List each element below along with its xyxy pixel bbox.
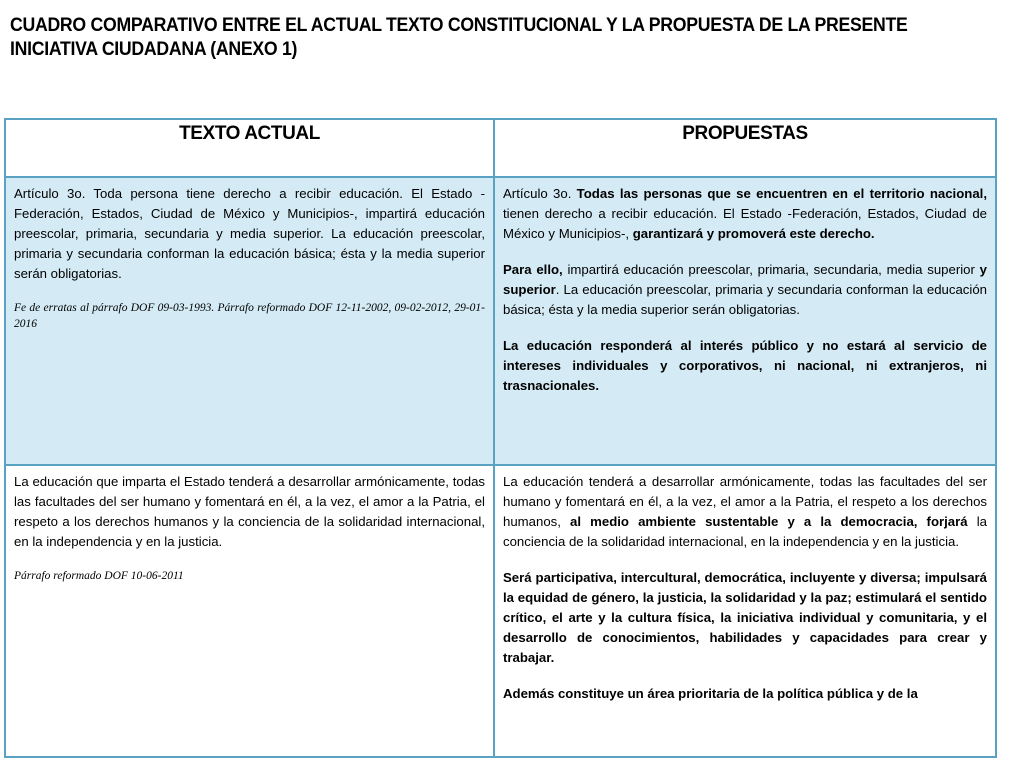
table-row [6, 178, 995, 466]
proposal-cell [495, 178, 995, 464]
proposal-bold-text: y superior [503, 262, 987, 297]
proposal-text: impartirá educación preescolar, primaria, secundaria, media superior [562, 262, 980, 277]
proposal-bold-text: al medio ambiente sustentable y a la democracia, forjará [570, 514, 968, 529]
proposal-text: Artículo 3o. [503, 186, 577, 201]
proposal-bold-text: garantizará y promoverá este derecho. [632, 226, 875, 241]
proposal-paragraph: La educación responderá al interés público y no estará al servicio de intereses individuales y corporativos, ni nacional, ni extranjeros, ni trasnacionales. [503, 338, 987, 393]
proposal-text: La educación tenderá a desarrollar armónicamente, todas las facultades del ser humano y fomentará en él, a la vez, el amor a la Patria, el respeto a los derechos humanos, [503, 474, 987, 529]
proposal-bold-text: Para ello, [503, 262, 563, 277]
proposal-cell [495, 466, 995, 758]
proposal-paragraph [503, 184, 987, 244]
comparison-table [4, 118, 997, 758]
header-texto-actual: TEXTO ACTUAL [6, 120, 495, 176]
proposal-bold-text: Todas las personas que se encuentren en el territorio nacional, [576, 186, 987, 201]
document-title: CUADRO COMPARATIVO ENTRE EL ACTUAL TEXTO CONSTITUCIONAL Y LA PROPUESTA DE LA PRESENTE INICIATIVA CIUDADANA (ANEXO 1) [10, 15, 908, 60]
current-text-cell [6, 466, 495, 758]
current-text-paragraph: La educación que imparta el Estado tenderá a desarrollar armónicamente, todas las facultades del ser humano y fomentará en él, a la vez, el amor a la Patria, el respeto a los derechos humanos y la conciencia de la solidaridad internacional, en la independencia y en la justicia. [14, 474, 485, 549]
proposal-text: la conciencia de la solidaridad internacional, en la independencia y en la justicia. [503, 514, 987, 549]
proposal-text: . La educación preescolar, primaria y secundaria conforman la educación básica; ésta y la media superior serán obligatorias. [503, 282, 987, 317]
reform-note: Párrafo reformado DOF 10-06-2011 [14, 570, 184, 582]
table-header-row [6, 120, 995, 178]
table-row [6, 466, 995, 758]
proposal-paragraph [503, 472, 987, 552]
reform-note: Fe de erratas al párrafo DOF 09-03-1993. Párrafo reformado DOF 12-11-2002, 09-02-2012, 29-01-2016 [14, 302, 485, 330]
proposal-paragraph: Además constituye un área prioritaria de la política pública y de la [503, 686, 918, 701]
proposal-paragraph [503, 260, 987, 320]
current-text-article-3: Artículo 3o. Toda persona tiene derecho a recibir educación. El Estado -Federación, Estados, Ciudad de México y Municipios-, impartirá educación preescolar, primaria, secundaria y media superior. La educación preescolar, primaria y secundaria conforman la educación básica; ésta y la media superior serán obligatorias. [14, 186, 485, 281]
proposal-paragraph: Será participativa, intercultural, democrática, incluyente y diversa; impulsará la equidad de género, la justicia, la solidaridad y la paz; estimulará el sentido crítico, el arte y la cultura física, la iniciativa individual y comunitaria, y el desarrollo de conocimientos, habilidades y capacidades para crear y trabajar. [503, 570, 987, 665]
proposal-text: tienen derecho a recibir educación. El Estado -Federación, Estados, Ciudad de México y Municipios-, [503, 206, 987, 241]
current-text-cell [6, 178, 495, 464]
header-propuestas: PROPUESTAS [682, 123, 808, 144]
